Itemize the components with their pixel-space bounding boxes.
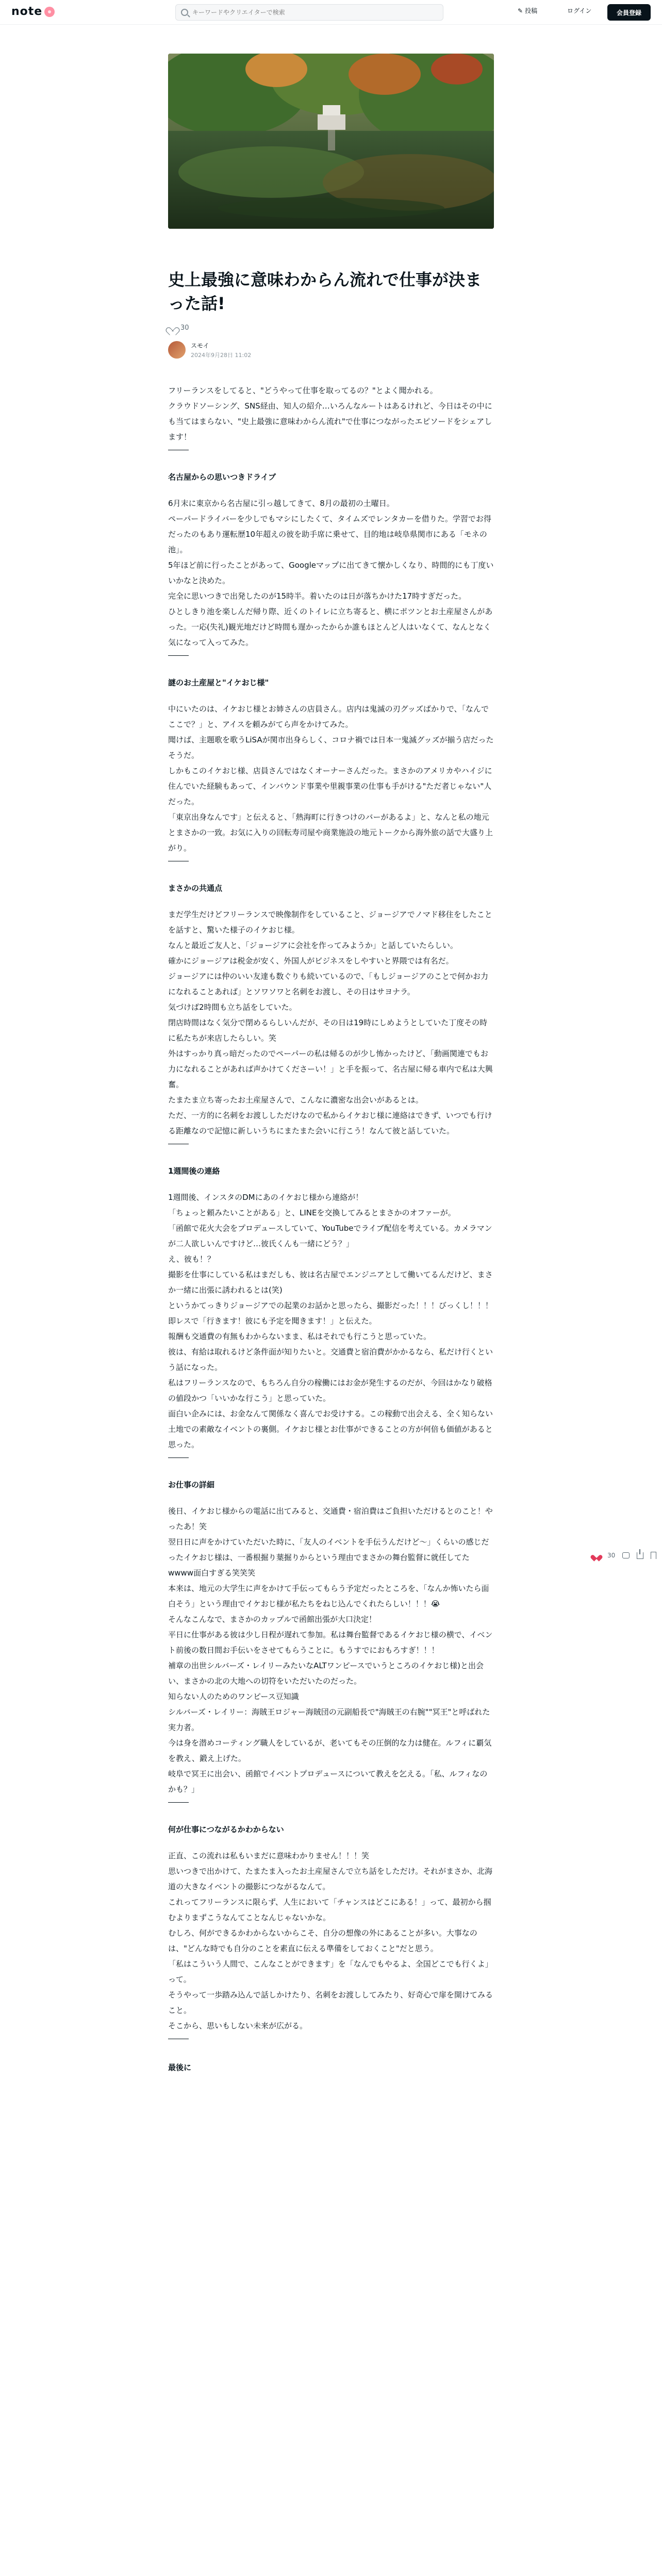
avatar[interactable] [168, 341, 186, 359]
paragraph: これってフリーランスに限らず、人生において「チャンスはどこにある！」って、最初から掴むよりまずこうなんてことなんじゃないかな。 [168, 1897, 491, 1922]
article-title: 史上最強に意味わからん流れで仕事が決まった話! [168, 270, 482, 314]
article-body [168, 383, 494, 2075]
paragraph: 補章の出世シルバーズ・レイリーみたいなALTワンピースでいうところのイケおじ様)と出会い、まさかの北の大地への切符をいただいたのだった。 [168, 1660, 484, 1686]
share-icon[interactable] [637, 1552, 643, 1559]
like-row[interactable] [168, 324, 494, 332]
paragraph: 「東京出身なんです」と伝えると、「熱海町に行きつけのバーがあるよ」と、なんと私の地元とまさかの一致。お気に入りの回転寿司屋や商業施設の地元トークから海外旅の話で大盛り上がり。 [168, 812, 493, 853]
post-button[interactable] [518, 6, 537, 15]
section-heading: 1週間後の連絡 [168, 1166, 220, 1176]
paragraph: 岐阜で冥王に出会い、函館でイベントプロデュースについて教えを乞える。「私、ルフィなのかも？」 [168, 1769, 488, 1794]
paragraph: 「函館で花火大会をプロデュースしていて、YouTubeでライブ配信を考えている。カメラマンが二人欲しいんですけど…彼氏くんも一緒にどう？」 [168, 1223, 492, 1248]
paragraph: むしろ、何ができるかわからないからこそ、自分の想像の外にあることが多い。大事なのは、"どんな時でも自分のことを素直に伝える準備をしておくこと"だと思う。 「私はこういう人間で、こんなことができます」を「なんでもやるよ、全国どこでも行くよ」って。 [168, 1928, 493, 1984]
author-row[interactable] [168, 341, 494, 359]
comment-icon[interactable] [622, 1552, 630, 1558]
header [0, 0, 662, 25]
paragraph: フリーランスをしてると、"どうやって仕事を取ってるの？"とよく聞かれる。 クラウドソーシング、SNS経由、知人の紹介…いろんなルートはあるけれど、今日はその中にも当てはまらない、"史上最強に意味わからん流れ"で仕事につながったエピソードをシェアします！ [168, 385, 492, 442]
logo-text: note [11, 5, 43, 18]
article [168, 54, 494, 2075]
hero-image [168, 54, 494, 229]
section-heading: お仕事の詳細 [168, 1480, 215, 1489]
like-count: 30 [180, 324, 189, 332]
paragraph: 撮影を仕事にしている私はまだしも、彼は名古屋でエンジニアとして働いてるんだけど、まさか一緒に出張に誘われるとは(笑) というかてっきりジョージアでの起業のお話かと思ったら、撮影だった！！！びっくし！！！ [168, 1269, 493, 1310]
paragraph: 中にいたのは、イケおじ様とお姉さんの店員さん。店内は鬼滅の刃グッズばかりで、「なんでここで？」と、アイスを頼みがてら声をかけてみた。 聞けば、主題歌を歌うLiSAが関市出身らしく、コロナ禍では日本一鬼滅グッズが揃う店だったそうだ。 [168, 704, 494, 760]
bookmark-icon[interactable] [651, 1552, 656, 1559]
paragraph: ジョージアには仲のいい友達も数ぐりも続いているので、「もしジョージアのことで何かお力になれることあれば」とソワソワと名刺をお渡し、その日はサヨナラ。 気づけば2時間も立ち話をしていた。 閉店時間はなく気分で閉めるらしいんだが、その日は19時にしめようとしていた丁度その時に私たちが来店したらしい。笑 [168, 971, 489, 1043]
paragraph: 1週間後、インスタのDMにあのイケおじ様から連絡が！ 「ちょっと頼みたいことがある」と、LINEを交換してみるとまさかのオファーが。 [168, 1192, 456, 1217]
side-actions [593, 1552, 656, 1559]
note-logo[interactable] [11, 5, 55, 18]
paragraph: そんなこんなで、まさかのカップルで函館出張が大口決定！ 平日に仕事がある彼は少し日程が遅れて参加。私は舞台監督であるイケおじ様の横で、イベント前後の数日間お手伝いをさせてもらうことに。もうすでにおもろすぎ！！！ [168, 1614, 493, 1655]
login-button[interactable]: ログイン [567, 7, 592, 14]
paragraph: 正直、この流れは私もいまだに意味わかりません！！！笑 思いつきで出かけて、たまたま入ったお土産屋さんで立ち話をしただけ。それがまさか、北海道の大きなイベントの撮影につながるなんて。 [168, 1851, 493, 1891]
section-heading: 名古屋からの思いつきドライブ [168, 472, 276, 482]
flower-icon [44, 7, 55, 17]
like-heart-icon[interactable] [593, 1552, 600, 1559]
paragraph: 外はすっかり真っ暗だったのでペーパーの私は帰るのが少し怖かったけど、「動画関連でもお力になれることがあれば声かけてくださーい！」と手を振って、名古屋に帰る車内で私は大興奮。 [168, 1048, 493, 1089]
post-label: 投稿 [525, 7, 538, 14]
section-heading: 何が仕事につながるかわからない [168, 1824, 284, 1834]
signup-button[interactable]: 会員登録 [607, 4, 651, 21]
paragraph: 本来は、地元の大学生に声をかけて手伝ってもらう予定だったところを、「なんか怖いたら面白そう」という理由でイケおじ様が私たちをねじ込んでくれたらしい！！！😭 [168, 1583, 489, 1608]
paragraph: まだ学生だけどフリーランスで映像制作をしていること、ジョージアでノマド移住をしたことを話すと、驚いた様子のイケおじ様。 なんと最近ご友人と、「ジョージアに会社を作ってみようか」と話していたらしい。 確かにジョージアは税金が安く、外国人がビジネスをしやすいと界隈では有名だ。 [168, 909, 492, 965]
paragraph: 私はフリーランスなので、もちろん自分の稼働にはお金が発生するのだが、今回はかなり破格の値段かつ「いいかな行こう」と思っていた。 面白い企みには、お金なんて関係なく喜んでお受けする。この稼動で出会える、全く知らない土地での素敵なイベントの裏側。イケおじ様とお仕事ができることの方が何倍も価値があると思った。 [168, 1378, 493, 1449]
paragraph: 6月末に東京から名古屋に引っ越してきて、8月の最初の土曜日。 ペーパードライバーを少しでもマシにしたくて、タイムズでレンタカーを借りた。学習でお得だったのもあり運転歴10年超えの彼を助手席に乗せて、目的地は岐阜県関市にある「モネの池」。 5年ほど前に行ったことがあって、Googleマップに出てきて懐かしくなり、時間的にも丁度いいかなと決めた。 [168, 498, 494, 585]
search-box[interactable] [175, 4, 443, 21]
section-heading: 謎のお土産屋と"イケおじ様" [168, 677, 269, 687]
paragraph: 後日、イケおじ様からの電話に出てみると、交通費・宿泊費はご負担いただけるとのこと！やったあ！笑 翌日日に声をかけていただいた時に、「友人のイベントを手伝うんだけど〜」くらいの感じだったイケおじ様は、一番根掘り葉掘りからという理由でまさかの舞台監督に就任してたwwww面白すぎる笑笑笑 [168, 1506, 493, 1578]
section-heading: 最後に [168, 2062, 192, 2072]
paragraph: 知らない人のためのワンピース豆知識 シルバーズ・レイリー：海賊王ロジャー海賊団の元副船長で"海賊王の右腕""冥王"と呼ばれた実力者。 今は身を潜めコーティング職人をしているが、老いてもその圧倒的な力は健在。ルフィに覇気を教え、鍛え上げた。 [168, 1691, 492, 1763]
section-heading: まさかの共通点 [168, 883, 223, 893]
pen-icon: ✎ [518, 7, 523, 14]
post-date: 2024年9月28日 11:02 [191, 351, 252, 359]
search-icon [181, 9, 188, 16]
paragraph: 完全に思いつきで出発したのが15時半。着いたのは日が落ちかけた17時すぎだった。 ひとしきり池を楽しんだ帰り際、近くのトイレに立ち寄ると、横にポツンとお土産屋さんがあった。一応(失礼)観光地だけど時間も遅かったからか誰もほとんど人はいなくて、なんとなく気になって入ってみた。 [168, 591, 493, 647]
side-like-count: 30 [607, 1552, 616, 1559]
paragraph: 即レスで「行きます！彼にも予定を聞きます！」と伝えた。 報酬も交通費の有無もわからないまま、私はそれでも行こうと思っていた。 彼は、有給は取れるけど条件面が知りたいと。交通費と宿泊費がかかるなら、私だけ行くという話になった。 [168, 1316, 493, 1372]
divider [168, 1802, 189, 1803]
paragraph: え、彼も！？ [168, 1254, 215, 1264]
paragraph: しかもこのイケおじ様、店員さんではなくオーナーさんだった。まさかのアメリカやハイジに住んでいた経験もあって、インバウンド事業や里親事業の仕事も手がける"ただ者じゃない"人だった。 [168, 766, 492, 806]
author-name[interactable]: スモイ [191, 342, 209, 349]
paragraph: そうやって一歩踏み込んで話しかけたり、名刺をお渡ししてみたり、好奇心で扉を開けてみること。 そこから、思いもしない未来が広がる。 [168, 1990, 493, 2030]
paragraph: たまたま立ち寄ったお土産屋さんで、こんなに濃密な出会いがあるとは。 ただ、一方的に名刺をお渡ししただけなので私からイケおじ様に連絡はできず、いつでも行ける距離なので記憶に新しいうちにまたまた会いに行こう！なんて彼と話していた。 [168, 1095, 492, 1136]
search-input[interactable] [192, 9, 440, 16]
heart-icon[interactable] [168, 324, 176, 331]
divider [168, 655, 189, 656]
